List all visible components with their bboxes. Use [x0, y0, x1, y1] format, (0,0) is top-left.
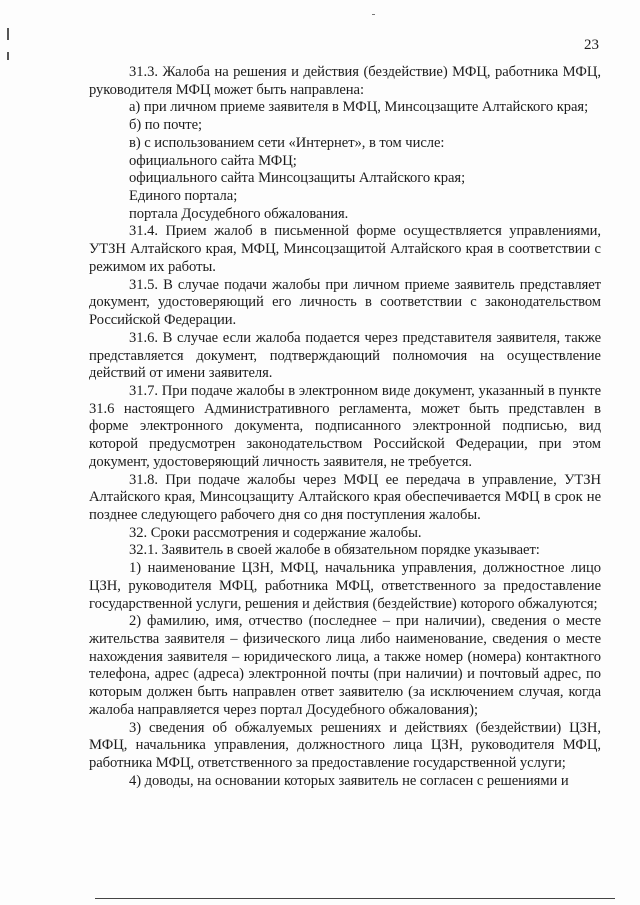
paragraph: в) с использованием сети «Интернет», в том числе:: [129, 134, 445, 151]
paragraph: а) при личном приеме заявителя в МФЦ, Минсоцзащите Алтайского края;: [129, 99, 589, 116]
scan-edge-mark: [7, 28, 9, 40]
paragraph: 31.4. Прием жалоб в письменной форме осуществляется управлениями, УТЗН Алтайского края, МФЦ, Минсоцзащитой Алтайского края в соответствии с режимом их работы.: [89, 223, 601, 275]
document-body: [89, 64, 601, 790]
page-bottom-line: [95, 898, 615, 899]
paragraph: официального сайта Минсоцзащиты Алтайского края;: [129, 170, 466, 187]
paragraph: б) по почте;: [129, 117, 203, 134]
section-heading: 32. Сроки рассмотрения и содержание жалобы.: [129, 524, 422, 541]
paragraph: Единого портала;: [129, 188, 238, 205]
list-item: 3) сведения об обжалуемых решениях и действиях (бездействии) ЦЗН, МФЦ, начальника управления, должностного лица ЦЗН, руководителя МФЦ, работника МФЦ, ответственного за предоставление государственной услуги;: [89, 719, 601, 772]
paragraph: 31.8. При подаче жалобы через МФЦ ее передача в управление, УТЗН Алтайского края, Минсоцзащиту Алтайского края обеспечивается МФЦ в срок не позднее следующего рабочего дня со дня поступления жалобы.: [89, 471, 601, 523]
paragraph: официального сайта МФЦ;: [129, 152, 297, 169]
page-number: 23: [584, 37, 599, 53]
paragraph: портала Досудебного обжалования.: [129, 205, 349, 222]
paragraph: 31.5. В случае подачи жалобы при личном приеме заявитель представляет документ, удостоверяющий его личность в соответствии с законодательством Российской Федерации.: [89, 276, 601, 329]
paragraph: 31.6. В случае если жалоба подается через представителя заявителя, также представляется документ, подтверждающий полномочия на осуществление действий от имени заявителя.: [89, 329, 601, 382]
list-item: 4) доводы, на основании которых заявитель не согласен с решениями и: [129, 772, 569, 789]
scan-speck: [372, 14, 375, 15]
paragraph: 32.1. Заявитель в своей жалобе в обязательном порядке указывает:: [129, 542, 540, 559]
list-item: 1) наименование ЦЗН, МФЦ, начальника управления, должностное лицо ЦЗН, руководителя МФЦ, работника МФЦ, ответственного за предоставление государственной услуги, решения и действия (бездействие) которого обжалуются;: [89, 560, 601, 612]
paragraph: 31.7. При подаче жалобы в электронном виде документ, указанный в пункте 31.6 настоящего Административного регламента, может быть представлен в форме электронного документа, подписанного электронной подписью, вид которой предусмотрен законодательством Российской Федерации, при этом документ, удостоверяющий личность заявителя, не требуется.: [89, 382, 601, 470]
list-item: 2) фамилию, имя, отчество (последнее – при наличии), сведения о месте жительства заявителя – физического лица либо наименование, сведения о месте нахождения заявителя – юридического лица, а также номер (номера) контактного телефона, адрес (адреса) электронной почты (при наличии) и почтовый адрес, по которым должен быть направлен ответ заявителю (за исключением случая, когда жалоба направляется через портал Досудебного обжалования);: [89, 613, 601, 718]
paragraph: 31.3. Жалоба на решения и действия (бездействие) МФЦ, работника МФЦ, руководителя МФЦ может быть направлена:: [89, 64, 601, 98]
scan-edge-mark: [7, 52, 9, 60]
